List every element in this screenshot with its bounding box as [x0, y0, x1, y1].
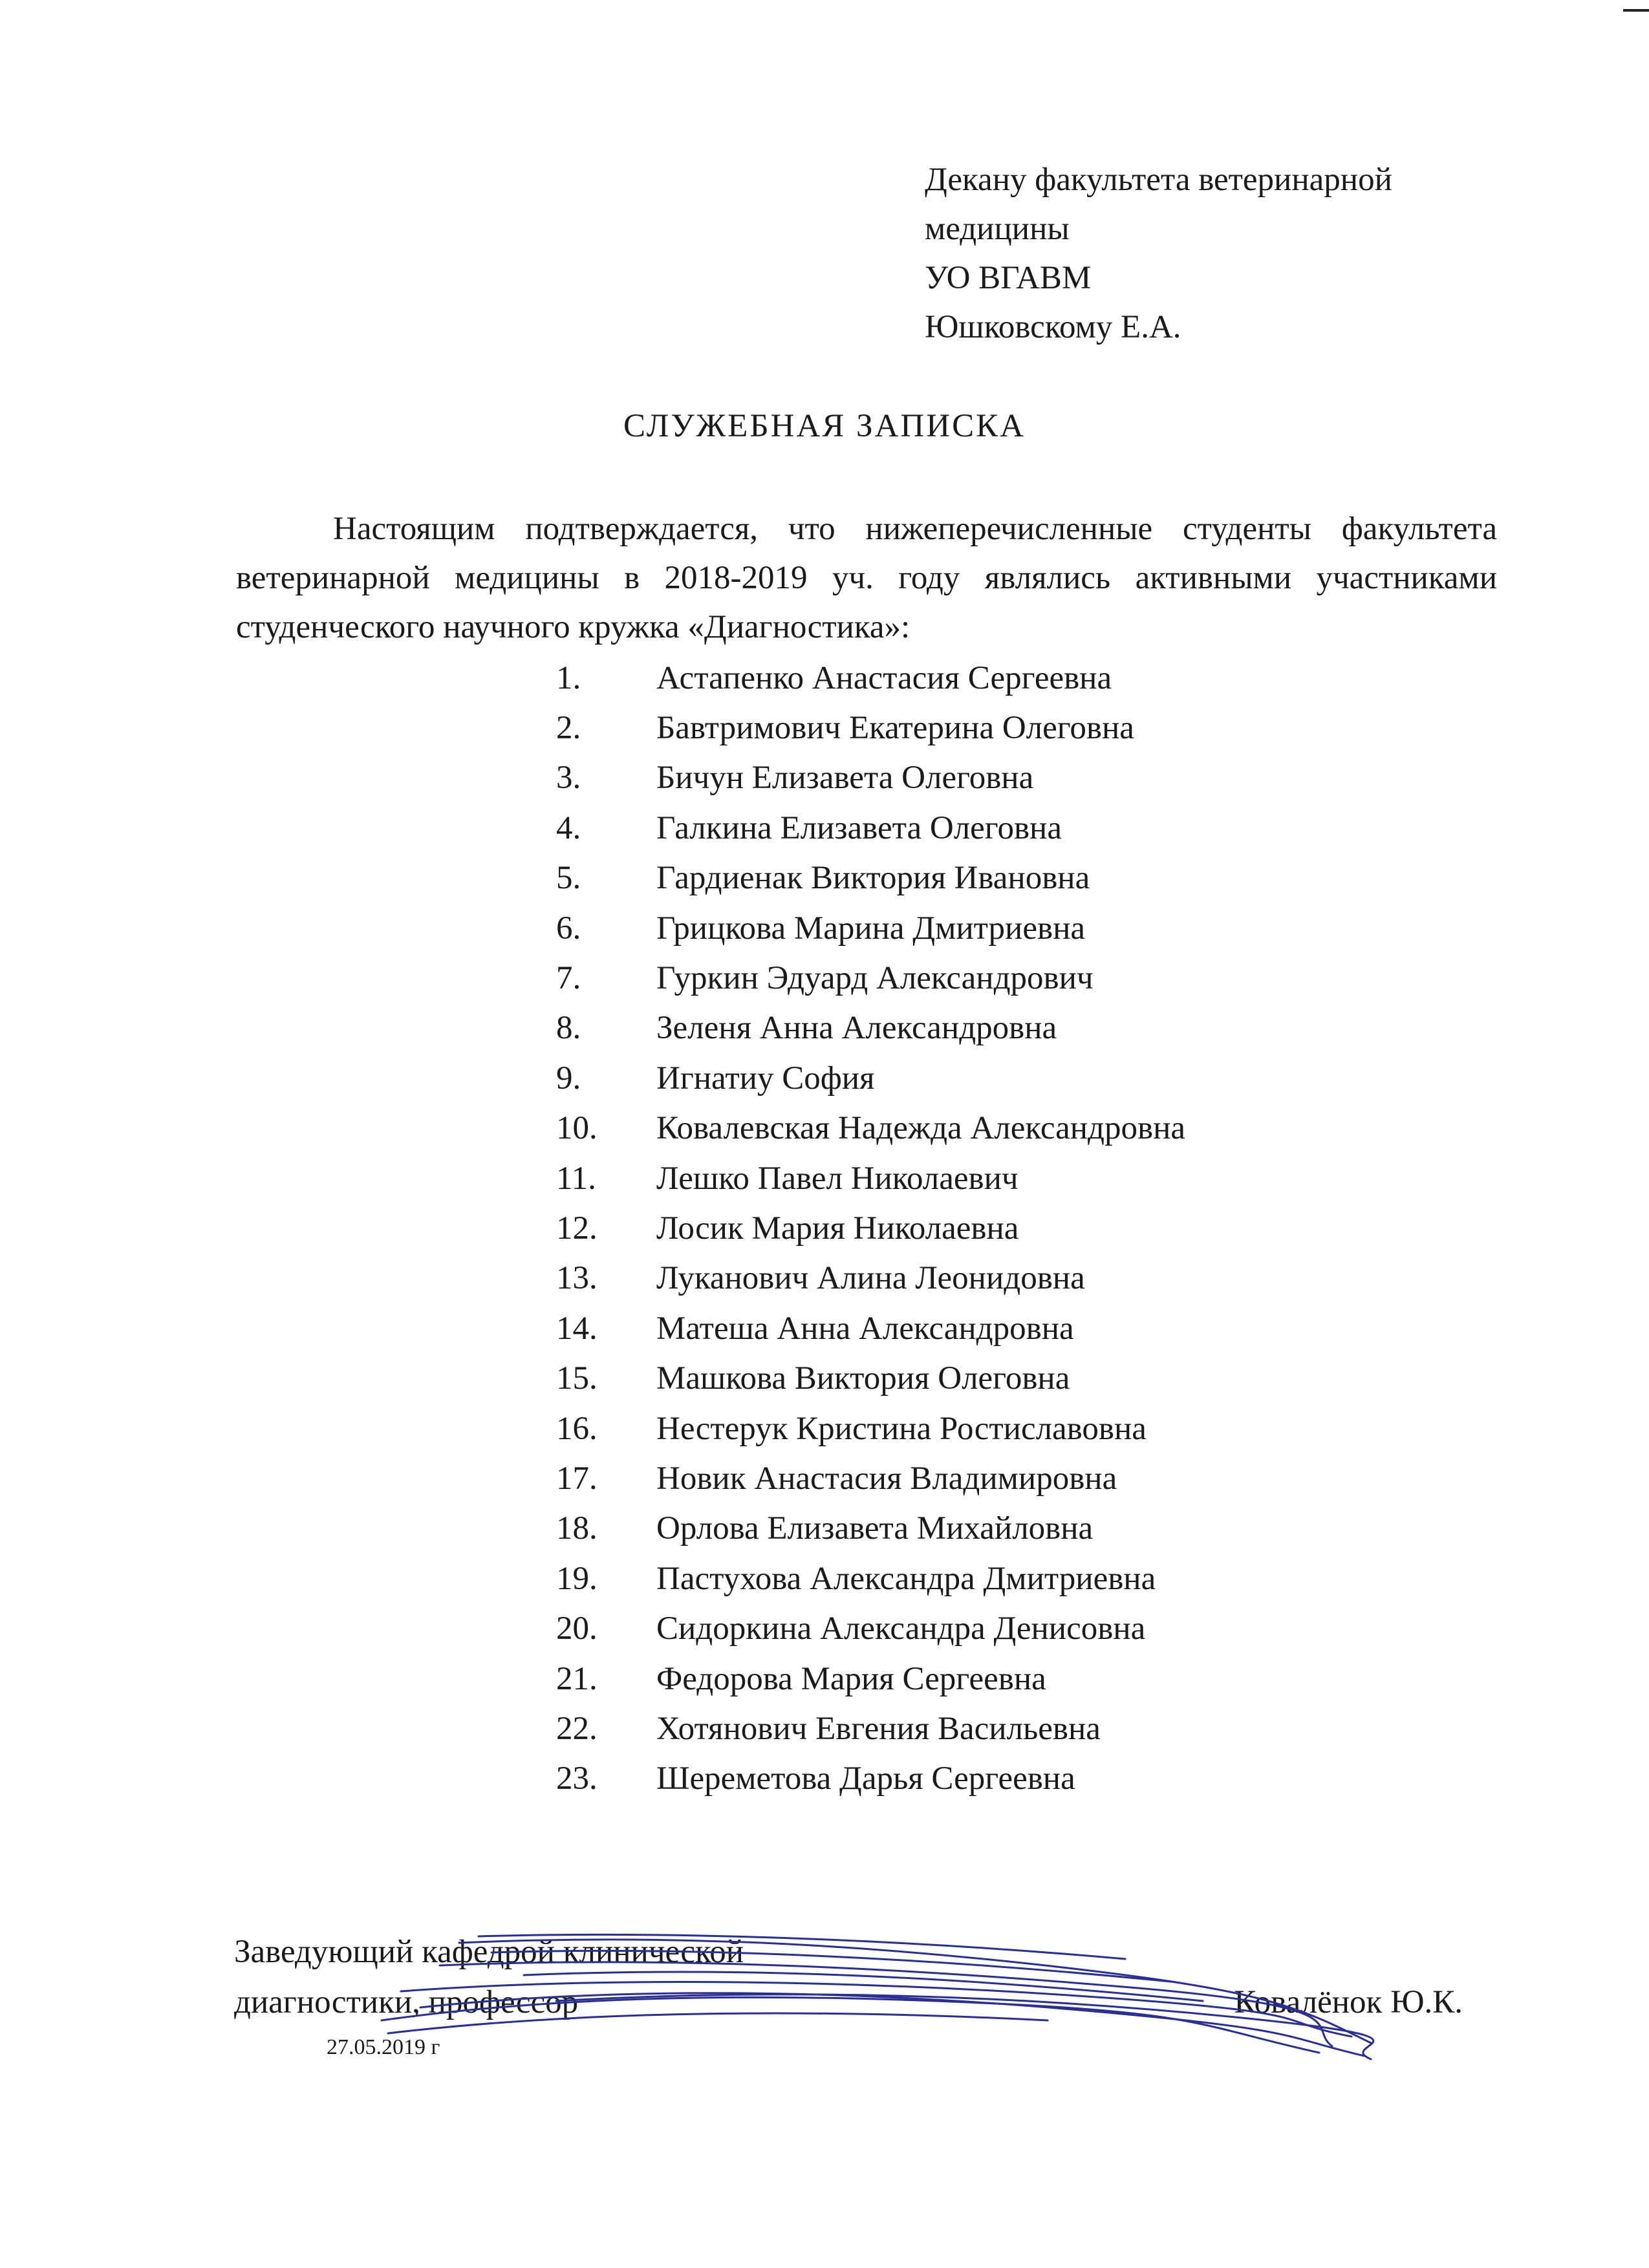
student-number: 7.	[556, 960, 581, 997]
student-list-item	[556, 1704, 1185, 1753]
student-number: 11.	[556, 1160, 596, 1197]
student-name: Гуркин Эдуард Александрович	[656, 960, 1094, 997]
student-number: 4.	[556, 809, 581, 846]
student-number: 1.	[556, 659, 581, 696]
student-number: 20.	[556, 1610, 598, 1647]
scan-edge-mark	[1623, 9, 1649, 12]
student-number: 16.	[556, 1410, 598, 1447]
student-list-item	[556, 1353, 1185, 1403]
student-name: Сидоркина Александра Денисовна	[656, 1610, 1146, 1647]
student-name: Нестерук Кристина Ростиславовна	[656, 1410, 1147, 1447]
student-name: Орлова Елизавета Михайловна	[656, 1510, 1094, 1547]
student-name: Пастухова Александра Дмитриевна	[656, 1560, 1156, 1597]
student-list-item	[556, 1654, 1185, 1704]
student-list-item	[556, 1303, 1185, 1353]
student-number: 19.	[556, 1560, 598, 1597]
student-name: Лешко Павел Николаевич	[656, 1160, 1018, 1197]
signer-name: Ковалёнок Ю.К.	[1234, 1984, 1463, 2020]
student-list-item	[556, 1453, 1185, 1503]
student-list-item	[556, 803, 1185, 853]
signer-position-line1: Заведующий кафедрой клинической	[234, 1934, 744, 1970]
student-number: 18.	[556, 1510, 598, 1547]
student-name: Игнатиу София	[656, 1060, 875, 1097]
student-list-item	[556, 1003, 1185, 1053]
student-list-item	[556, 1153, 1185, 1203]
student-number: 10.	[556, 1110, 598, 1147]
student-name: Астапенко Анастасия Сергеевна	[656, 659, 1112, 696]
student-number: 9.	[556, 1060, 581, 1097]
student-number: 15.	[556, 1360, 598, 1397]
student-list-item	[556, 1053, 1185, 1103]
student-number: 5.	[556, 860, 581, 897]
student-number: 22.	[556, 1710, 598, 1747]
student-number: 3.	[556, 760, 581, 797]
student-name: Луканович Алина Леонидовна	[656, 1260, 1085, 1297]
student-list-item	[556, 1203, 1185, 1253]
student-number: 14.	[556, 1310, 598, 1347]
student-number: 6.	[556, 910, 581, 947]
signer-position-line2: диагностики, профессор	[234, 1984, 579, 2020]
student-list-item	[556, 753, 1185, 803]
student-name: Грицкова Марина Дмитриевна	[656, 910, 1085, 947]
student-list-item	[556, 1404, 1185, 1453]
student-number: 13.	[556, 1260, 598, 1297]
student-list-item	[556, 1554, 1185, 1603]
student-name: Ковалевская Надежда Александровна	[656, 1110, 1186, 1147]
student-name: Бичун Елизавета Олеговна	[656, 760, 1034, 797]
document-date: 27.05.2019 г	[327, 2035, 440, 2059]
student-name: Бавтримович Екатерина Олеговна	[656, 710, 1134, 747]
student-list-item	[556, 1603, 1185, 1653]
handwritten-signature	[362, 1930, 1384, 2066]
intro-paragraph: Настоящим подтверждается, что нижеперечисленные студенты факультета ветеринарной медицины в 2018-2019 уч. году являлись активными участниками студенческого научного кружка «Диагностика»:	[236, 511, 1497, 645]
student-list-item	[556, 1504, 1185, 1554]
student-list	[556, 653, 1185, 1804]
student-list-item	[556, 1754, 1185, 1804]
student-list-item	[556, 903, 1185, 953]
student-list-item	[556, 703, 1185, 753]
addressee-block	[925, 155, 1392, 352]
student-name: Шереметова Дарья Сергеевна	[656, 1760, 1075, 1797]
student-list-item	[556, 1254, 1185, 1303]
student-name: Хотянович Евгения Васильевна	[656, 1710, 1101, 1747]
student-number: 17.	[556, 1460, 598, 1497]
student-number: 21.	[556, 1660, 598, 1697]
student-name: Федорова Мария Сергеевна	[656, 1660, 1046, 1697]
student-name: Гардиенак Виктория Ивановна	[656, 860, 1090, 897]
student-name: Матеша Анна Александровна	[656, 1310, 1074, 1347]
student-list-item	[556, 653, 1185, 703]
addressee-line: медицины	[925, 211, 1070, 247]
student-number: 23.	[556, 1760, 598, 1797]
document-title: СЛУЖЕБНАЯ ЗАПИСКА	[623, 408, 1026, 444]
student-name: Лосик Мария Николаевна	[656, 1210, 1019, 1246]
student-number: 2.	[556, 710, 581, 747]
student-list-item	[556, 1104, 1185, 1153]
addressee-line: Декану факультета ветеринарной	[925, 162, 1392, 198]
student-number: 12.	[556, 1210, 598, 1246]
student-name: Машкова Виктория Олеговна	[656, 1360, 1070, 1397]
student-name: Зеленя Анна Александровна	[656, 1010, 1057, 1047]
student-list-item	[556, 853, 1185, 903]
addressee-line: УО ВГАВМ	[925, 260, 1092, 296]
student-name: Галкина Елизавета Олеговна	[656, 809, 1062, 846]
student-number: 8.	[556, 1010, 581, 1047]
addressee-line: Юшковскому Е.А.	[925, 309, 1181, 345]
student-name: Новик Анастасия Владимировна	[656, 1460, 1117, 1497]
student-list-item	[556, 953, 1185, 1003]
